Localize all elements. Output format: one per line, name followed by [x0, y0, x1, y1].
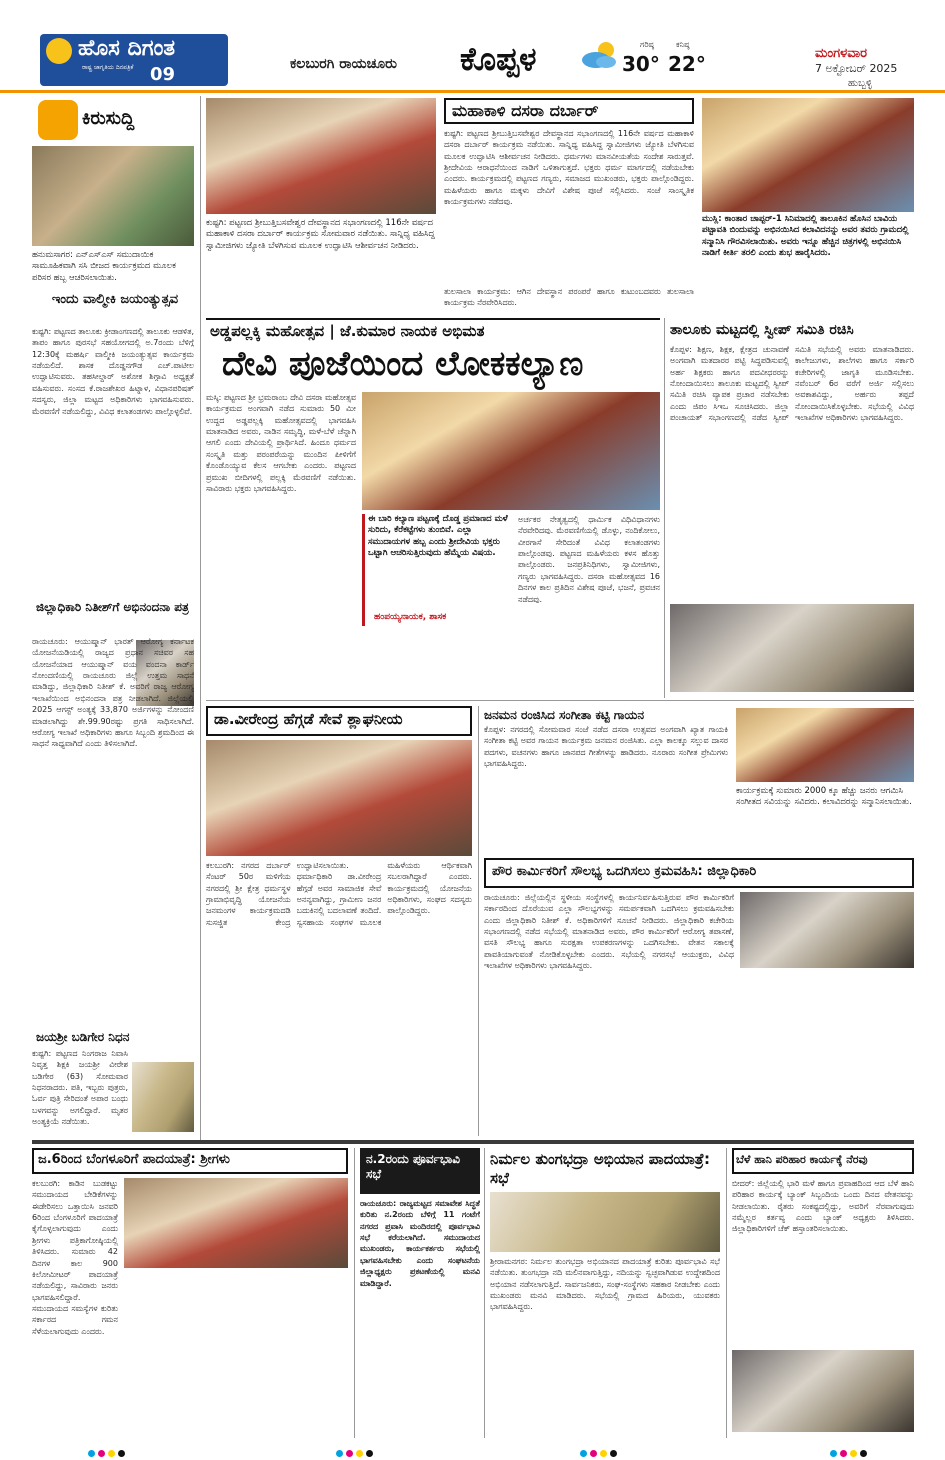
- padayatra-body: ಕಲಬುರಗಿ: ಕಾಡಿನ ಬುಡಕಟ್ಟು ಸಮುದಾಯದ ಬೇಡಿಕೆಗಳನ್ನು ಈಡೇರಿಸಲು ಒತ್ತಾಯಿಸಿ ಜನವರಿ 6ರಿಂದ ಬೆಂಗಳೂರಿಗೆ ಪಾದಯಾತ್ರೆ ಕೈಗೊಳ್ಳಲಾಗುವುದು ಎಂದು ಶ್ರೀಗಳು ಪತ್ರಿಕಾಗೋಷ್ಠಿಯಲ್ಲಿ ತಿಳಿಸಿದರು. ಸುಮಾರು 42 ದಿನಗಳ ಕಾಲ 900 ಕಿಲೋಮೀಟರ್ ಪಾದಯಾತ್ರೆ ನಡೆಯಲಿದ್ದು, ಸಾವಿರಾರು ಜನರು ಭಾಗವಹಿಸಲಿದ್ದಾರೆ. ಸಮುದಾಯದ ಸಮಸ್ಯೆಗಳ ಕುರಿತು ಸರ್ಕಾರದ ಗಮನ ಸೆಳೆಯಲಾಗುವುದು ಎಂದರು.: [32, 1179, 118, 1336]
- lead-title: ದೇವಿ ಪೂಜೆಯಿಂದ ಲೋಕಕಲ್ಯಾಣ: [222, 344, 584, 384]
- lead-photo: [362, 392, 660, 510]
- temp-min-label: ಕನಿಷ್ಠ: [676, 40, 690, 49]
- print-marks: [580, 1442, 620, 1460]
- edition-cities: ಕಲಬುರಗಿ ರಾಯಚೂರು: [290, 56, 397, 72]
- hegde-photo: [206, 740, 472, 856]
- lead-quote-author: ಹಂಪಯ್ಯನಾಯಕ, ಶಾಸಕ: [374, 612, 447, 622]
- edition-name: ಹುಬ್ಬಳ್ಳಿ: [848, 78, 873, 89]
- padayatra-photo: [124, 1178, 348, 1268]
- column-rule: [200, 96, 201, 1140]
- music-photo: [736, 708, 914, 782]
- pourakarmika-title: ಪೌರ ಕಾರ್ಮಿಕರಿಗೆ ಸೌಲಭ್ಯ ಒದಗಿಸಲು ಕ್ರಮವಹಿಸಿ: ಜಿಲ್ಲಾಧಿಕಾರಿ: [492, 864, 757, 879]
- row-rule: [206, 700, 914, 701]
- lead-rule: [206, 318, 660, 320]
- crop-photo: [732, 1350, 914, 1432]
- obit-photo: [132, 1062, 194, 1132]
- dasara-body: ಕುಷ್ಟಗಿ: ಪಟ್ಟಣದ ಶ್ರೀಬುತ್ತಿಬಸವೇಶ್ವರ ದೇವಸ್ಥಾನದ ಸಭಾಂಗಣದಲ್ಲಿ 116ನೇ ವರ್ಷದ ಮಹಾಕಾಳಿ ದಸರಾ ದರ್ಬಾರ್ ಕಾರ್ಯಕ್ರಮ ನಡೆಯಿತು. ಸಾನ್ನಿಧ್ಯ ವಹಿಸಿದ್ದ ಸ್ವಾಮೀಜಿಗಳು ಜ್ಯೋತಿ ಬೆಳಗಿಸುವ ಮೂಲಕ ಉದ್ಘಾಟಿಸಿ ಆಶೀರ್ವಚನ ನೀಡಿದರು. ಧರ್ಮಗಳು ಮಾನವೀಯತೆಯ ಸಂದೇಶ ಸಾರುತ್ತವೆ. ಶ್ರೀದೇವಿಯ ಆರಾಧನೆಯಿಂದ ನಾಡಿಗೆ ಒಳಿತಾಗುತ್ತದೆ. ಭಕ್ತರು ಧರ್ಮ ಮಾರ್ಗದಲ್ಲಿ ನಡೆಯಬೇಕು ಎಂದರು. ಕಾರ್ಯಕ್ರಮದಲ್ಲಿ ಪಟ್ಟಣದ ಗಣ್ಯರು, ಸಮಾಜದ ಮುಖಂಡರು, ಭಕ್ತರು ಪಾಲ್ಗೊಂಡಿದ್ದರು. ಮಹಿಳೆಯರು ಹಾಗೂ ಮಕ್ಕಳು ದೇವಿಗೆ ವಿಶೇಷ ಪೂಜೆ ಸಲ್ಲಿಸಿದರು. ಸಂಜೆ ಸಾಂಸ್ಕೃತಿಕ ಕಾರ್ಯಕ್ರಮಗಳು ನಡೆದವು.: [444, 129, 694, 207]
- temp-max: 30°: [622, 52, 660, 76]
- music-caption: ಕಾರ್ಯಕ್ರಮಕ್ಕೆ ಸುಮಾರು 2000 ಕ್ಕೂ ಹೆಚ್ಚು ಜನರು ಆಗಮಿಸಿ ಸಂಗೀತದ ಸವಿಯನ್ನು ಸವಿದರು. ಕಲಾವಿದರನ್ನು ಸನ್ಮಾನಿಸಲಾಯಿತು.: [736, 786, 912, 808]
- lead-body-2: ಅರ್ಚಕರ ನೇತೃತ್ವದಲ್ಲಿ ಧಾರ್ಮಿಕ ವಿಧಿವಿಧಾನಗಳು ನೆರವೇರಿದವು. ಮೆರವಣಿಗೆಯಲ್ಲಿ ಡೊಳ್ಳು, ನಂದಿಕೋಲು, ವೀರಗಾಸೆ ಸೇರಿದಂತೆ ವಿವಿಧ ಕಲಾತಂಡಗಳು ಪಾಲ್ಗೊಂಡವು. ಪಟ್ಟಣದ ಮಹಿಳೆಯರು ಕಳಸ ಹೊತ್ತು ಪಾಲ್ಗೊಂಡರು. ಜನಪ್ರತಿನಿಧಿಗಳು, ಸ್ವಾಮೀಜಿಗಳು, ಗಣ್ಯರು ಭಾಗವಹಿಸಿದ್ದರು. ದಸರಾ ಮಹೋತ್ಸವದ 16 ದಿನಗಳ ಕಾಲ ಪ್ರತಿದಿನ ವಿಶೇಷ ಪೂಜೆ, ಭಜನೆ, ಪ್ರವಚನ ನಡೆದವು.: [518, 515, 660, 604]
- crop-title: ಬೆಳೆ ಹಾನಿ ಪರಿಹಾರ ಕಾರ್ಯಕ್ಕೆ ನೆರವು: [736, 1153, 868, 1166]
- valmiki-headline: ಇಂದು ವಾಲ್ಮೀಕಿ ಜಯಂತ್ಯುತ್ಸವ: [51, 292, 179, 307]
- lead-quote: ಈ ಬಾರಿ ಕಲ್ಯಾಣ ಪಟ್ಟಣಕ್ಕೆ ದೊಡ್ಡ ಪ್ರಮಾಣದ ಮಳೆ ಸುರಿದು, ಕೆರೆಕಟ್ಟೆಗಳು ತುಂಬಿವೆ. ಎಲ್ಲಾ ಸಮುದಾಯಗಳ ಹಬ್ಬ ಎಂದು ಶ್ರೀದೇವಿಯ ಭಕ್ತರು ಒಟ್ಟಾಗಿ ಆಚರಿಸುತ್ತಿರುವುದು ಹೆಮ್ಮೆಯ ವಿಷಯ.: [368, 514, 508, 559]
- page-number: 09: [150, 64, 176, 85]
- edition-city-main: ಕೊಪ್ಪಳ: [460, 40, 537, 78]
- sweep-title: ತಾಲೂಕು ಮಟ್ಟದಲ್ಲಿ ಸ್ವೀಪ್ ಸಮಿತಿ ರಚಿಸಿ: [670, 322, 854, 338]
- emblem-icon: [46, 38, 72, 64]
- tunga-title: ನಿರ್ಮಲ ತುಂಗಭದ್ರಾ ಅಭಿಯಾನ ಪಾದಯಾತ್ರೆ: ಸಭೆ: [490, 1150, 710, 1187]
- kirusuddi-icon: [38, 100, 78, 140]
- column-rule: [478, 706, 479, 1136]
- issue-date: 7 ಅಕ್ಟೋಬರ್ 2025: [815, 62, 898, 75]
- column-rule: [664, 318, 665, 698]
- padayatra-title: ಜ.6ರಿಂದ ಬೆಂಗಳೂರಿಗೆ ಪಾದಯಾತ್ರೆ: ಶ್ರೀಗಳು: [38, 1152, 230, 1167]
- poorva-body: ರಾಯಚೂರು: ರಾಜ್ಯಮಟ್ಟದ ಸಮಾವೇಶ ಸಿದ್ಧತೆ ಕುರಿತು ನ.2ರಂದು ಬೆಳಿಗ್ಗೆ 11 ಗಂಟೆಗೆ ನಗರದ ಪ್ರವಾಸಿ ಮಂದಿರದಲ್ಲಿ ಪೂರ್ವಭಾವಿ ಸಭೆ ಕರೆಯಲಾಗಿದೆ. ಸಮುದಾಯದ ಮುಖಂಡರು, ಕಾರ್ಯಕರ್ತರು ಸಭೆಯಲ್ಲಿ ಭಾಗವಹಿಸಬೇಕು ಎಂದು ಸಂಘಟನೆಯ ಜಿಲ್ಲಾಧ್ಯಕ್ಷರು ಪ್ರಕಟಣೆಯಲ್ಲಿ ಮನವಿ ಮಾಡಿದ್ದಾರೆ.: [360, 1199, 480, 1288]
- weather-icon: [578, 40, 622, 70]
- column-rule: [354, 1148, 355, 1438]
- dasara-title: ಮಹಾಕಾಳಿ ದಸರಾ ದರ್ಬಾರ್: [452, 101, 599, 120]
- tunga-photo: [490, 1192, 720, 1252]
- bottom-strip: [32, 1140, 914, 1144]
- hegde-body: ಕಲಬುರಗಿ: ನಗರದ ದರ್ಬಾರ್ ಸೆಂಟರ್ 50ರ ಮಳಿಗೆಯ ನಗರದಲ್ಲಿ ಶ್ರೀ ಕ್ಷೇತ್ರ ಧರ್ಮಸ್ಥಳ ಗ್ರಾಮಾಭಿವೃದ್ಧಿ ಯೋಜನೆಯ ಜನಮಂಗಳ ಕಾರ್ಯಕ್ರಮದಡಿ ಸುಸಜ್ಜಿತ ಕೇಂದ್ರ ಉದ್ಘಾಟಿಸಲಾಯಿತು. ಧರ್ಮಾಧಿಕಾರಿ ಡಾ.ವೀರೇಂದ್ರ ಹೆಗ್ಗಡೆ ಅವರ ಸಾಮಾಜಿಕ ಸೇವೆ ಅನನ್ಯವಾಗಿದ್ದು, ಗ್ರಾಮೀಣ ಜನರ ಬದುಕಿನಲ್ಲಿ ಬದಲಾವಣೆ ತಂದಿದೆ. ಸ್ವಸಹಾಯ ಸಂಘಗಳ ಮೂಲಕ ಮಹಿಳೆಯರು ಆರ್ಥಿಕವಾಗಿ ಸಬಲರಾಗಿದ್ದಾರೆ ಎಂದರು. ಕಾರ್ಯಕ್ರಮದಲ್ಲಿ ಯೋಜನೆಯ ಅಧಿಕಾರಿಗಳು, ಸಂಘದ ಸದಸ್ಯರು ಪಾಲ್ಗೊಂಡಿದ್ದರು.: [206, 861, 472, 927]
- column-rule: [484, 1148, 485, 1438]
- print-marks: [336, 1442, 376, 1460]
- collector-body: ರಾಯಚೂರು: ಆಯುಷ್ಮಾನ್ ಭಾರತ್ ಆರೋಗ್ಯ ಕರ್ನಾಟಕ ಯೋಜನೆಯಡಿಯಲ್ಲಿ ರಾಜ್ಯದ ಪ್ರಧಾನ ಸಚಿವರ ಸಹ ಯೋಜನೆಯಾದ ಆಯುಷ್ಮಾನ್ ವಯ ವಂದನಾ ಕಾರ್ಡ್ ನೋಂದಣಿಯಲ್ಲಿ ರಾಯಚೂರು ಜಿಲ್ಲೆ ಉತ್ತಮ ಸಾಧನೆ ಮಾಡಿದ್ದು, ಜಿಲ್ಲಾಧಿಕಾರಿ ನಿತೀಶ್ ಕೆ. ಅವರಿಗೆ ರಾಜ್ಯ ಆರೋಗ್ಯ ಇಲಾಖೆಯಿಂದ ಅಭಿನಂದನಾ ಪತ್ರ ನೀಡಲಾಗಿದೆ. ಜಿಲ್ಲೆಯಲ್ಲಿ 2025 ಆಗಸ್ಟ್ ಅಂತ್ಯಕ್ಕೆ 33,870 ಅರ್ಜಿಗಳನ್ನು ನೋಂದಣಿ ಮಾಡಲಾಗಿದ್ದು ಶೇ.99.90ರಷ್ಟು ಪ್ರಗತಿ ಸಾಧಿಸಲಾಗಿದೆ. ಆರೋಗ್ಯ ಇಲಾಖೆ ಅಧಿಕಾರಿಗಳು ಹಾಗೂ ಸಿಬ್ಬಂದಿ ಶ್ರಮದಿಂದ ಈ ಸಾಧನೆ ಸಾಧ್ಯವಾಗಿದೆ ಎಂದು ತಿಳಿಸಲಾಗಿದೆ.: [32, 637, 194, 749]
- music-body: ಕೊಪ್ಪಳ: ನಗರದಲ್ಲಿ ಸೋಮವಾರ ಸಂಜೆ ನಡೆದ ದಸರಾ ಉತ್ಸವದ ಅಂಗವಾಗಿ ಖ್ಯಾತ ಗಾಯಕಿ ಸಂಗೀತಾ ಕಟ್ಟಿ ಅವರ ಗಾಯನ ಕಾರ್ಯಕ್ರಮ ಜನಮನ ರಂಜಿಸಿತು. ಎಲ್ಲಾ ಕಾಲಕ್ಕೂ ಸಲ್ಲುವ ದಾಸರ ಪದಗಳು, ವಚನಗಳು ಹಾಗೂ ಜಾನಪದ ಗೀತೆಗಳನ್ನು ಹಾಡಿದರು. ನೂರಾರು ಸಂಗೀತ ಪ್ರೇಮಿಗಳು ಭಾಗವಹಿಸಿದ್ದರು.: [484, 725, 728, 769]
- hanuma-photo: [32, 146, 194, 246]
- obit-body: ಕುಷ್ಟಗಿ: ಪಟ್ಟಣದ ನಿಂಗರಾಜ ನಿವಾಸಿ ನಿವೃತ್ತ ಶಿಕ್ಷಕಿ ಜಯಶ್ರೀ ವೀರೇಶ ಬಡಿಗೇರ (63) ಸೋಮವಾರ ನಿಧನರಾದರು. ಪತಿ, ಇಬ್ಬರು ಪುತ್ರರು, ಓರ್ವ ಪುತ್ರಿ ಸೇರಿದಂತೆ ಅಪಾರ ಬಂಧು ಬಳಗವನ್ನು ಅಗಲಿದ್ದಾರೆ. ಮೃತರ ಅಂತ್ಯಕ್ರಿಯೆ ನಡೆಯಿತು.: [32, 1049, 128, 1127]
- pourakarmika-body-2: [740, 972, 914, 1132]
- paper-tagline: ರಾಷ್ಟ್ರ ಜಾಗೃತಿಯ ದಿನಪತ್ರಿಕೆ: [82, 64, 134, 71]
- lead-body-2b: [362, 630, 512, 690]
- paper-name: ಹೊಸ ದಿಗಂತ: [78, 36, 176, 61]
- column-rule: [726, 1148, 727, 1438]
- musli-photo: [702, 98, 914, 212]
- sweep-photo: [670, 604, 914, 692]
- valmiki-body: ಕುಷ್ಟಗಿ: ಪಟ್ಟಣದ ತಾಲೂಕು ಕ್ರೀಡಾಂಗಣದಲ್ಲಿ ತಾಲೂಕು ಆಡಳಿತ, ತಾಪಂ ಹಾಗೂ ಪುರಸಭೆ ಸಹಯೋಗದಲ್ಲಿ ಅ.7ರಂದು ಬೆಳಿಗ್ಗೆ 12:30ಕ್ಕೆ ಮಹರ್ಷಿ ವಾಲ್ಮೀಕಿ ಜಯಂತ್ಯುತ್ಸವ ಕಾರ್ಯಕ್ರಮ ನಡೆಯಲಿದೆ. ಶಾಸಕ ದೊಡ್ಡನಗೌಡ ಎಚ್.ಪಾಟೀಲ ಉದ್ಘಾಟಿಸುವರು. ತಹಸೀಲ್ದಾರ್ ಅಶೋಕ ಶಿಗ್ಗಾವಿ ಅಧ್ಯಕ್ಷತೆ ವಹಿಸುವರು. ಸಂಸದ ಕೆ.ರಾಜಶೇಖರ ಹಿಟ್ನಾಳ, ವಿಧಾನಪರಿಷತ್ ಸದಸ್ಯರು, ಜಿಲ್ಲಾ ಮಟ್ಟದ ಅಧಿಕಾರಿಗಳು ಭಾಗವಹಿಸುವರು. ಮೆರವಣಿಗೆ ನಡೆಯಲಿದ್ದು, ವಿವಿಧ ಕಲಾತಂಡಗಳು ಪಾಲ್ಗೊಳ್ಳಲಿವೆ.: [32, 327, 194, 416]
- musli-caption: ಮುಸ್ಲಿ: ಕಾಂತಾರ ಚಾಪ್ಟರ್-1 ಸಿನಿಮಾದಲ್ಲಿ ತಾಲೂಕಿನ ಹೊಸಿನ ಬಾವಿಯ ಪಟ್ಟಾವತಿ ಬಿಂದುವನ್ನು ಅಭಿನಯಿಸಿದ ಕಲಾವಿದನನ್ನು ಅವರ ತವರು ಗ್ರಾಮದಲ್ಲಿ ಸನ್ಮಾನಿಸಿ ಗೌರವಿಸಲಾಯಿತು. ಅವರು ಇನ್ನೂ ಹೆಚ್ಚಿನ ಚಿತ್ರಗಳಲ್ಲಿ ಅಭಿನಯಿಸಿ ನಾಡಿಗೆ ಕೀರ್ತಿ ತರಲಿ ಎಂದು ಶುಭ ಹಾರೈಸಿದರು.: [702, 214, 909, 259]
- temp-min: 22°: [668, 52, 706, 76]
- dasara-photo-caption: ಕುಷ್ಟಗಿ: ಪಟ್ಟಣದ ಶ್ರೀಬುತ್ತಿಬಸವೇಶ್ವರ ದೇವಸ್ಥಾನದ ಸಭಾಂಗಣದಲ್ಲಿ 116ನೇ ವರ್ಷದ ಮಹಾಕಾಳಿ ದಸರಾ ದರ್ಬಾರ್ ಕಾರ್ಯಕ್ರಮ ಸೋಮವಾರ ನಡೆಯಿತು. ಸಾನ್ನಿಧ್ಯ ವಹಿಸಿದ್ದ ಸ್ವಾಮೀಜಿಗಳು ಜ್ಯೋತಿ ಬೆಳಗಿಸುವ ಮೂಲಕ ಉದ್ಘಾಟಿಸಿ ಆಶೀರ್ವಚನ ನೀಡಿದರು.: [206, 218, 435, 251]
- header-rule: [0, 90, 945, 93]
- print-marks: [830, 1442, 870, 1460]
- poorva-title: ನ.2ರಂದು ಪೂರ್ವಭಾವಿ ಸಭೆ: [366, 1152, 461, 1181]
- sweep-body: ಕೊಪ್ಪಳ: ಶಿಕ್ಷಣ, ಶಿಕ್ಷಕ, ಕ್ಷೇತ್ರದ ಚುನಾವಣೆ ಅಂಗವಾಗಿ ಮತದಾರರ ಪಟ್ಟಿ ಸಿದ್ಧಪಡಿಸುವಲ್ಲಿ ಅರ್ಹ ಶಿಕ್ಷಕರು ಹಾಗೂ ಪದವೀಧರರನ್ನು ನೋಂದಾಯಿಸಲು ತಾಲೂಕು ಮಟ್ಟದಲ್ಲಿ ಸ್ವೀಪ್ ಸಮಿತಿ ರಚಿಸಿ ವ್ಯಾಪಕ ಪ್ರಚಾರ ನಡೆಸಬೇಕು ಎಂದು ಜಿಪಂ ಸಿಇಒ ಸೂಚಿಸಿದರು. ಜಿಲ್ಲಾ ಪಂಚಾಯತ್ ಸಭಾಂಗಣದಲ್ಲಿ ನಡೆದ ಸ್ವೀಪ್ ಸಮಿತಿ ಸಭೆಯಲ್ಲಿ ಅವರು ಮಾತನಾಡಿದರು. ಕಾಲೇಜುಗಳು, ಶಾಲೆಗಳು ಹಾಗೂ ಸರ್ಕಾರಿ ಕಚೇರಿಗಳಲ್ಲಿ ಜಾಗೃತಿ ಮೂಡಿಸಬೇಕು. ನವೆಂಬರ್ 6ರ ವರೆಗೆ ಅರ್ಜಿ ಸಲ್ಲಿಸಲು ಅವಕಾಶವಿದ್ದು, ಅರ್ಹರು ತಪ್ಪದೆ ನೋಂದಾಯಿಸಿಕೊಳ್ಳಬೇಕು. ಸಭೆಯಲ್ಲಿ ವಿವಿಧ ಇಲಾಖೆಗಳ ಅಧಿಕಾರಿಗಳು ಭಾಗವಹಿಸಿದ್ದರು.: [670, 345, 914, 423]
- dasara-tail: ತುಲಸಾಲಾ ಕಾರ್ಯಕ್ರಮ: ಆಗಿನ ದೇವಸ್ಥಾನ ಪರಂಪರೆ ಹಾಗೂ ಕುಟುಂಬದವರು ತುಲಸಾಲಾ ಕಾರ್ಯಕ್ರಮ ನೆರವೇರಿಸಿದರು.: [444, 287, 694, 308]
- lead-kicker: ಅಡ್ಡಪಲ್ಲಕ್ಕಿ ಮಹೋತ್ಸವ | ಜೆ.ಕುಮಾರ ನಾಯಕ ಅಭಿಮತ: [210, 322, 485, 340]
- lead-body-1: ಮಸ್ಕಿ: ಪಟ್ಟಣದ ಶ್ರೀ ಭ್ರಮರಾಂಬ ದೇವಿ ದಸರಾ ಮಹೋತ್ಸವ ಕಾರ್ಯಕ್ರಮದ ಅಂಗವಾಗಿ ನಡೆದ ಸುಮಾರು 50 ಮೀ ಉದ್ದದ ಅಡ್ಡಪಲ್ಲಕ್ಕಿ ಮಹೋತ್ಸವದಲ್ಲಿ ಭಾಗವಹಿಸಿ ಮಾತನಾಡಿದ ಅವರು, ನಾಡಿನ ಸಮೃದ್ಧಿ, ಮಳೆ-ಬೆಳೆ ಚೆನ್ನಾಗಿ ಆಗಲಿ ಎಂದು ದೇವಿಯಲ್ಲಿ ಪ್ರಾರ್ಥಿಸಿದೆ. ಹಿಂದೂ ಧರ್ಮದ ಸಂಸ್ಕೃತಿ ಮತ್ತು ಪರಂಪರೆಯನ್ನು ಮುಂದಿನ ಪೀಳಿಗೆಗೆ ಕೊಂಡೊಯ್ಯುವ ಕೆಲಸ ಆಗಬೇಕು ಎಂದರು. ಪಟ್ಟಣದ ಪ್ರಮುಖ ಬೀದಿಗಳಲ್ಲಿ ಪಲ್ಲಕ್ಕಿ ಮೆರವಣಿಗೆ ನಡೆಯಿತು. ಸಾವಿರಾರು ಭಕ್ತರು ಭಾಗವಹಿಸಿದ್ದರು.: [206, 393, 356, 493]
- print-marks: [88, 1442, 128, 1460]
- hanuma-caption: ಹನುಮಸಾಗರ: ಎನ್‌ಎಸ್‌ಎಸ್ ಸಮುದಾಯಿಕ ಸಾಮೂಹಿಕವಾಗಿ ಸಸಿ ಬೀಜದ ಕಾರ್ಯಕ್ರಮದ ಮೂಲಕ ಪರಿಸರ ಹಬ್ಬ ಆಚರಿಸಲಾಯಿತು.: [32, 250, 176, 283]
- kirusuddi-title: ಕಿರುಸುದ್ದಿ: [82, 108, 135, 129]
- padayatra-body-2: [124, 1272, 348, 1432]
- hegde-title: ಡಾ.ವೀರೇಂದ್ರ ಹೆಗ್ಗಡೆ ಸೇವೆ ಶ್ಲಾಘನೀಯ: [214, 710, 403, 728]
- issue-day: ಮಂಗಳವಾರ: [815, 46, 868, 61]
- music-title: ಜನಮನ ರಂಜಿಸಿದ ಸಂಗೀತಾ ಕಟ್ಟಿ ಗಾಯನ: [484, 708, 645, 722]
- pourakarmika-body: ರಾಯಚೂರು: ಜಿಲ್ಲೆಯಲ್ಲಿನ ಸ್ಥಳೀಯ ಸಂಸ್ಥೆಗಳಲ್ಲಿ ಕಾರ್ಯನಿರ್ವಹಿಸುತ್ತಿರುವ ಪೌರ ಕಾರ್ಮಿಕರಿಗೆ ಸರ್ಕಾರದಿಂದ ದೊರೆಯುವ ಎಲ್ಲಾ ಸೌಲಭ್ಯಗಳನ್ನು ಸಮರ್ಪಕವಾಗಿ ಒದಗಿಸಲು ಕ್ರಮವಹಿಸಬೇಕು ಎಂದು ಜಿಲ್ಲಾಧಿಕಾರಿ ನಿತೀಶ್ ಕೆ. ಅಧಿಕಾರಿಗಳಿಗೆ ಸೂಚನೆ ನೀಡಿದರು. ಜಿಲ್ಲಾಧಿಕಾರಿ ಕಚೇರಿಯ ಸಭಾಂಗಣದಲ್ಲಿ ನಡೆದ ಸಭೆಯಲ್ಲಿ ಮಾತನಾಡಿದ ಅವರು, ಪೌರ ಕಾರ್ಮಿಕರಿಗೆ ಆರೋಗ್ಯ ತಪಾಸಣೆ, ವಸತಿ ಸೌಲಭ್ಯ ಹಾಗೂ ಸುರಕ್ಷತಾ ಉಪಕರಣಗಳನ್ನು ಒದಗಿಸಬೇಕು. ವೇತನ ಸಕಾಲಕ್ಕೆ ಪಾವತಿಯಾಗುವಂತೆ ನೋಡಿಕೊಳ್ಳಬೇಕು ಎಂದರು. ಸಭೆಯಲ್ಲಿ ನಗರಸಭೆ ಆಯುಕ್ತರು, ವಿವಿಧ ಇಲಾಖೆಗಳ ಅಧಿಕಾರಿಗಳು ಭಾಗವಹಿಸಿದ್ದರು.: [484, 893, 734, 971]
- crop-body: ಬೀದರ್: ಜಿಲ್ಲೆಯಲ್ಲಿ ಭಾರಿ ಮಳೆ ಹಾಗೂ ಪ್ರವಾಹದಿಂದ ಆದ ಬೆಳೆ ಹಾನಿ ಪರಿಹಾರ ಕಾರ್ಯಕ್ಕೆ ಬ್ಯಾಂಕ್ ಸಿಬ್ಬಂದಿಯ ಒಂದು ದಿನದ ವೇತನವನ್ನು ನೀಡಲಾಯಿತು. ರೈತರು ಸಂಕಷ್ಟದಲ್ಲಿದ್ದು, ಅವರಿಗೆ ನೆರವಾಗುವುದು ನಮ್ಮೆಲ್ಲರ ಕರ್ತವ್ಯ ಎಂದು ಬ್ಯಾಂಕ್ ಅಧ್ಯಕ್ಷರು ತಿಳಿಸಿದರು. ಜಿಲ್ಲಾಧಿಕಾರಿಗಳಿಗೆ ಚೆಕ್ ಹಸ್ತಾಂತರಿಸಲಾಯಿತು.: [732, 1179, 914, 1234]
- dasara-photo: [206, 98, 436, 214]
- collector-headline: ಜಿಲ್ಲಾಧಿಕಾರಿ ನಿತೀಶ್‌ಗೆ ಅಭಿನಂದನಾ ಪತ್ರ: [36, 600, 189, 614]
- tunga-body: ಶ್ರೀರಾಮನಗರ: ನಿರ್ಮಲ ತುಂಗಭದ್ರಾ ಅಭಿಯಾನದ ಪಾದಯಾತ್ರೆ ಕುರಿತು ಪೂರ್ವಭಾವಿ ಸಭೆ ನಡೆಯಿತು. ತುಂಗಭದ್ರಾ ನದಿ ಮಲಿನವಾಗುತ್ತಿದ್ದು, ನದಿಯನ್ನು ಸ್ವಚ್ಛವಾಗಿಡುವ ಉದ್ದೇಶದಿಂದ ಅಭಿಯಾನ ನಡೆಸಲಾಗುತ್ತಿದೆ. ಸಾರ್ವಜನಿಕರು, ಸಂಘ-ಸಂಸ್ಥೆಗಳು ಸಹಕಾರ ನೀಡಬೇಕು ಎಂದು ಮುಖಂಡರು ಮನವಿ ಮಾಡಿದರು. ಸಭೆಯಲ್ಲಿ ಗ್ರಾಮದ ಹಿರಿಯರು, ಯುವಕರು ಭಾಗವಹಿಸಿದ್ದರು.: [490, 1257, 720, 1312]
- temp-max-label: ಗರಿಷ್ಠ: [640, 40, 654, 49]
- obit-headline: ಜಯಶ್ರೀ ಬಡಿಗೇರ ನಿಧನ: [36, 1030, 130, 1044]
- pourakarmika-photo: [740, 892, 914, 968]
